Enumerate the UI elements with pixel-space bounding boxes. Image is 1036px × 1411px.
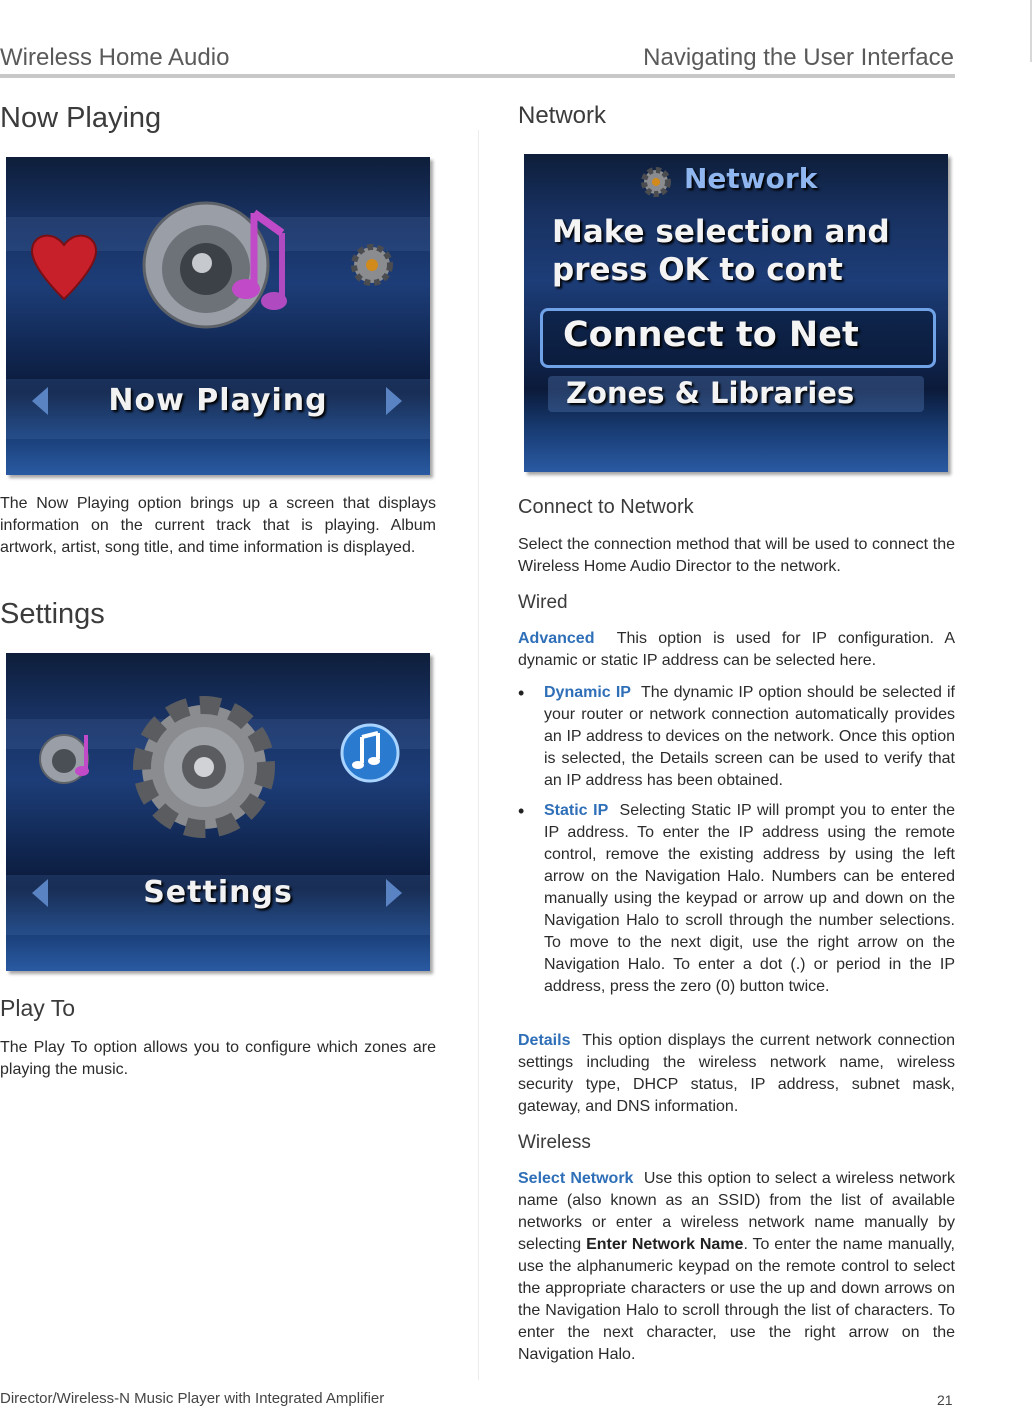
footer-product-name: Director/Wireless-N Music Player with Integrated Amplifier bbox=[0, 1390, 385, 1407]
wired-options-list bbox=[518, 682, 955, 1006]
now-playing-description: The Now Playing option brings up a screen that displays information on the current track that is playing. Album artwork, artist, song title, and time information is displayed. bbox=[0, 495, 436, 556]
list-item bbox=[518, 682, 955, 792]
network-screenshot bbox=[524, 154, 948, 472]
play-to-description: The Play To option allows you to configure which zones are playing the music. bbox=[0, 1039, 436, 1078]
wired-heading: Wired bbox=[518, 592, 568, 613]
speaker-icon bbox=[40, 735, 89, 783]
page-number: 21 bbox=[937, 1392, 953, 1408]
advanced-paragraph bbox=[518, 628, 955, 672]
now-playing-icons bbox=[6, 157, 430, 475]
static-ip-keyword: Static IP bbox=[544, 802, 609, 819]
enter-network-name-label: Enter Network Name bbox=[586, 1236, 744, 1253]
network-screen-prompt-2: press OK to cont bbox=[552, 252, 843, 288]
network-menu-selected bbox=[540, 308, 936, 368]
details-description: This option displays the current network connection settings including the wireless network name, wireless security type, DHCP status, IP address, subnet mask, gateway, and DNS information. bbox=[518, 1032, 956, 1115]
settings-icons bbox=[6, 653, 430, 971]
connect-to-network-description: Select the connection method that will be used to connect the Wireless Home Audio Director to the network. bbox=[518, 536, 955, 575]
select-network-paragraph bbox=[518, 1168, 955, 1366]
dynamic-ip-keyword: Dynamic IP bbox=[544, 684, 631, 701]
dynamic-ip-description: The dynamic IP option should be selected if your router or network connection automatically provides an IP address to devices on the network. Once this option is selected, the Details screen can be used to verify that an IP address has been obtained. bbox=[544, 684, 955, 789]
now-playing-screen-label: Now Playing bbox=[108, 383, 328, 418]
network-screen-prompt-1: Make selection and bbox=[552, 214, 890, 250]
network-menu-item-zones: Zones & Libraries bbox=[566, 376, 855, 410]
now-playing-heading: Now Playing bbox=[0, 102, 162, 134]
advanced-keyword: Advanced bbox=[518, 630, 595, 647]
page-edge-mark bbox=[1030, 0, 1032, 62]
advanced-description: This option is used for IP configuration. A dynamic or static IP address can be selected here. bbox=[518, 630, 955, 669]
running-header-title: Wireless Home Audio bbox=[0, 44, 230, 71]
network-menu-item-row bbox=[548, 376, 924, 412]
settings-heading: Settings bbox=[0, 598, 105, 630]
play-to-icon bbox=[342, 725, 398, 781]
settings-screen-label: Settings bbox=[143, 875, 293, 910]
select-network-description-a: Use this option to select a wireless network name (also known as an SSID) from the list of available networks or enter a wireless network name manually by selecting bbox=[518, 1170, 956, 1253]
gear-icon bbox=[142, 705, 266, 829]
running-header-section: Navigating the User Interface bbox=[643, 44, 954, 71]
select-network-description-b: . To enter the name manually, use the alphanumeric keypad on the remote control to select the appropriate characters or use the up and down arrows on the Navigation Halo to scroll through the list of characters. To enter the next character, use the right arrow on the Navigation Halo. bbox=[518, 1236, 955, 1363]
header-rule bbox=[0, 74, 955, 78]
now-playing-screenshot bbox=[6, 157, 430, 475]
gear-icon bbox=[354, 247, 390, 283]
play-to-heading: Play To bbox=[0, 995, 76, 1021]
details-keyword: Details bbox=[518, 1032, 571, 1049]
select-network-keyword: Select Network bbox=[518, 1170, 634, 1187]
column-divider bbox=[478, 130, 479, 1380]
gear-icon bbox=[636, 162, 676, 202]
details-paragraph bbox=[518, 1030, 955, 1118]
heart-icon bbox=[32, 236, 96, 299]
wireless-heading: Wireless bbox=[518, 1132, 591, 1153]
settings-screenshot bbox=[6, 653, 430, 971]
network-heading: Network bbox=[518, 102, 607, 129]
list-item bbox=[518, 800, 955, 998]
network-menu-item-connect: Connect to Net bbox=[563, 315, 859, 355]
connect-to-network-heading: Connect to Network bbox=[518, 496, 694, 518]
speaker-icon bbox=[144, 203, 268, 327]
static-ip-description: Selecting Static IP will prompt you to enter the IP address. To enter the IP address using the remote control, remove the existing address by using the left arrow on the Navigation Halo. Numbers can be entered manually using the keypad or arrow up and down on the Navigation Halo to scroll through the number selections. To move to the next digit, use the right arrow on the Navigation Halo. To enter a dot (.) or period in the IP address, press the zero (0) button twice. bbox=[544, 802, 956, 995]
network-screen-title: Network bbox=[684, 162, 818, 195]
